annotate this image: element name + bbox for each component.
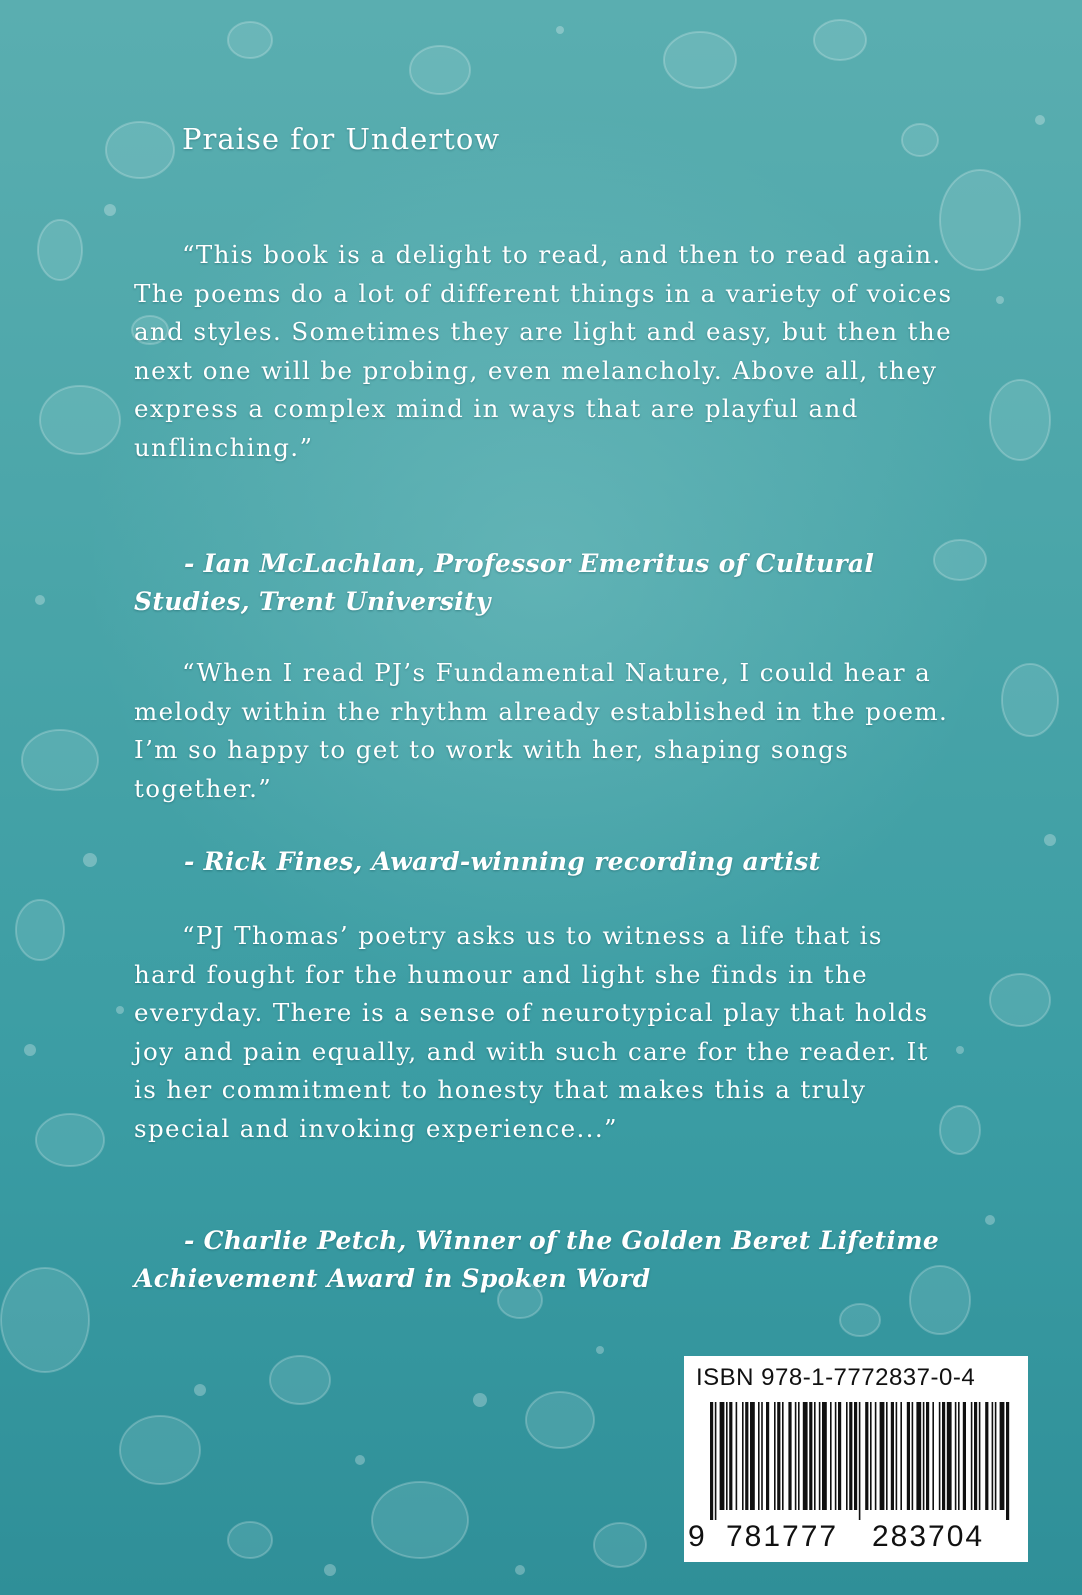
barcode-bar [814, 1402, 816, 1510]
barcode-bar [798, 1402, 800, 1510]
barcode-bar [758, 1402, 760, 1510]
barcode-bar [932, 1402, 934, 1510]
barcode-bars [710, 1402, 1010, 1520]
barcode-bar [766, 1402, 769, 1510]
barcode-bar [729, 1402, 732, 1510]
barcode-bar [886, 1402, 888, 1510]
testimonial-attribution-3: - Charlie Petch, Winner of the Golden Beret Lifetime Achievement Award in Spoken Word [134, 1226, 940, 1293]
barcode-bar [788, 1402, 791, 1510]
barcode-bar [992, 1402, 994, 1510]
barcode-bar [923, 1402, 925, 1510]
barcode-bar [777, 1402, 780, 1510]
barcode-bar [745, 1402, 748, 1510]
barcode-bar [782, 1402, 784, 1510]
barcode-bar [849, 1402, 852, 1510]
barcode-bar [726, 1402, 728, 1510]
testimonial-quote-2: “When I read PJ’s Fundamental Nature, I could hear a melody within the rhythm already established in the poem. I’m so happy to get to work with her, shaping songs together.” [134, 658, 949, 803]
barcode-bar [742, 1402, 744, 1510]
barcode-bar [819, 1402, 821, 1510]
barcode-bar [761, 1402, 763, 1510]
testimonial-attribution-2: - Rick Fines, Award-winning recording artist [184, 847, 821, 876]
barcode-right-digits: 283704 [872, 1520, 985, 1553]
barcode-bar [750, 1402, 755, 1510]
barcode-bar [865, 1402, 868, 1510]
barcode-bar [870, 1402, 872, 1510]
barcode-bar [942, 1402, 945, 1510]
barcode-bar [900, 1402, 902, 1510]
testimonial-quote-1: “This book is a delight to read, and then to read again. The poems do a lot of different things in a variety of voices and styles. Sometimes they are light and easy, but then the next one will be probing, even melancholy. Above all, they express a complex mind in ways that are playful and unflinching.” [134, 240, 953, 462]
barcode-bar [838, 1402, 841, 1510]
barcode-bar [1000, 1402, 1005, 1510]
barcode-bar [809, 1402, 812, 1510]
barcode-bar [974, 1402, 977, 1510]
barcode-bar [835, 1402, 837, 1510]
barcode-bar [926, 1402, 929, 1510]
barcode-bar [907, 1402, 910, 1510]
barcode-bar [958, 1402, 960, 1510]
isbn-label: ISBN 978-1-7772837-0-4 [696, 1364, 976, 1391]
barcode-bar [822, 1402, 827, 1510]
barcode-bar [979, 1402, 981, 1510]
barcode-bar [963, 1402, 966, 1510]
barcode-bar [891, 1402, 894, 1510]
isbn-barcode-box [684, 1356, 1028, 1562]
barcode-left-digits: 781777 [726, 1520, 839, 1553]
barcode-bar [939, 1402, 941, 1510]
praise-heading: Praise for Undertow [182, 122, 501, 156]
barcode-bar [715, 1402, 717, 1520]
barcode-bar [803, 1402, 808, 1510]
barcode-bar [995, 1402, 997, 1510]
barcode-bar [916, 1402, 921, 1510]
barcode-bar [947, 1402, 952, 1510]
barcode-bar [846, 1402, 848, 1510]
barcode-lead-digit: 9 [688, 1520, 705, 1553]
barcode-bar [736, 1402, 738, 1510]
testimonial-attribution-1: - Ian McLachlan, Professor Emeritus of Cultural Studies, Trent University [134, 549, 875, 616]
barcode-bar [830, 1402, 832, 1510]
testimonial-quote-3: “PJ Thomas’ poetry asks us to witness a life that is hard fought for the humour and light she finds in the everyday. There is a sense of neurotypical play that holds joy and pain equally, and with such care for the reader. It is her commitment to honesty that makes this a truly special and invoking experience...” [134, 921, 929, 1143]
barcode-bar [1006, 1402, 1009, 1520]
barcode-bar [912, 1402, 914, 1510]
barcode-bar [774, 1402, 776, 1510]
barcode-bar [854, 1402, 857, 1510]
barcode-bar [875, 1402, 877, 1510]
barcode-bar [710, 1402, 713, 1520]
barcode-bar [720, 1402, 725, 1510]
barcode-bar [896, 1402, 898, 1510]
barcode-bar [795, 1402, 797, 1510]
barcode-bar [955, 1402, 957, 1510]
barcode-bar [985, 1402, 988, 1510]
barcode-bar [880, 1402, 885, 1510]
barcode-bar [859, 1402, 861, 1520]
barcode-bar [971, 1402, 973, 1510]
